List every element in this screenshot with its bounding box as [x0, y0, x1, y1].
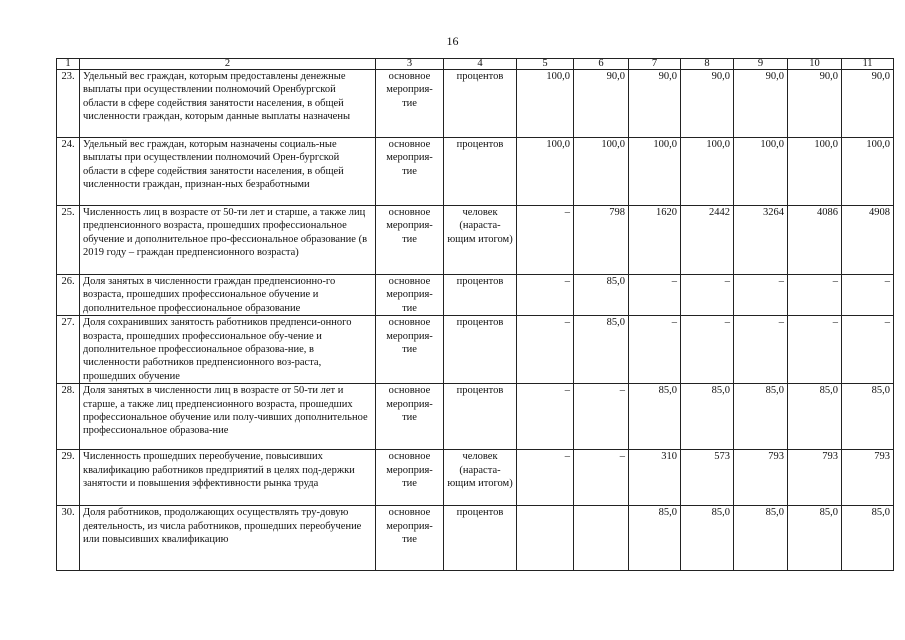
table-row [57, 450, 894, 506]
unit: процентов [444, 506, 517, 571]
value-cell: 793 [788, 450, 842, 506]
indicator-description: Удельный вес граждан, которым назначены социаль-ные выплаты при осуществлении полномочий Орен-бургской области в сфере содействия занятости населения, в общей численности граждан, признан-ных безработными [80, 138, 376, 206]
value-cell: 90,0 [574, 70, 629, 138]
value-cell: 100,0 [734, 138, 788, 206]
indicator-description: Доля работников, продолжающих осуществлять тру-довую деятельность, из числа работников, прошедших переобучение или повысивших квалификацию [80, 506, 376, 571]
value-cell: 85,0 [788, 384, 842, 450]
row-number: 30. [57, 506, 80, 571]
value-cell: 4086 [788, 206, 842, 275]
value-cell: 90,0 [681, 70, 734, 138]
value-cell: – [629, 316, 681, 384]
row-number: 28. [57, 384, 80, 450]
value-cell: – [574, 384, 629, 450]
value-cell: – [842, 275, 894, 316]
value-cell: 100,0 [629, 138, 681, 206]
unit: человек (нараста-ющим итогом) [444, 206, 517, 275]
table-header-row [57, 59, 894, 70]
table-row [57, 138, 894, 206]
column-header: 11 [842, 59, 894, 70]
column-header: 4 [444, 59, 517, 70]
column-header: 3 [376, 59, 444, 70]
value-cell: 85,0 [842, 384, 894, 450]
value-cell: 85,0 [629, 384, 681, 450]
column-header: 5 [517, 59, 574, 70]
value-cell: 85,0 [574, 275, 629, 316]
value-cell: 100,0 [517, 138, 574, 206]
indicator-description: Доля занятых в численности лиц в возрасте от 50-ти лет и старше, а также лиц предпенсионного возраста, прошедших профессиональное обучение или полу-чивших дополнительное профессиональное образова-ние [80, 384, 376, 450]
row-number: 27. [57, 316, 80, 384]
value-cell: 798 [574, 206, 629, 275]
page-number: 16 [446, 34, 459, 48]
value-cell: 85,0 [574, 316, 629, 384]
measure-type: основное мероприя-тие [376, 138, 444, 206]
column-header: 6 [574, 59, 629, 70]
indicator-description: Доля сохранивших занятость работников предпенси-онного возраста, прошедших профессиональное обу-чение и дополнительное профессиональное образова-ние, в численности работников предпенсионного воз-раста, прошедших обучение [80, 316, 376, 384]
row-number: 23. [57, 70, 80, 138]
value-cell: 573 [681, 450, 734, 506]
value-cell: 310 [629, 450, 681, 506]
column-header: 1 [57, 59, 80, 70]
column-header: 8 [681, 59, 734, 70]
value-cell: – [788, 275, 842, 316]
value-cell: 100,0 [574, 138, 629, 206]
indicator-description: Численность прошедших переобучение, повысивших квалификацию работников предприятий в целях под-держки занятости и повышения эффективности рынка труда [80, 450, 376, 506]
indicators-table [56, 58, 894, 571]
unit: процентов [444, 138, 517, 206]
value-cell: – [681, 316, 734, 384]
value-cell: 85,0 [681, 506, 734, 571]
row-number: 26. [57, 275, 80, 316]
value-cell: 100,0 [681, 138, 734, 206]
measure-type: основное мероприя-тие [376, 316, 444, 384]
value-cell: 793 [842, 450, 894, 506]
value-cell: – [734, 316, 788, 384]
table-row [57, 70, 894, 138]
row-number: 29. [57, 450, 80, 506]
row-number: 24. [57, 138, 80, 206]
value-cell: – [629, 275, 681, 316]
value-cell: 90,0 [734, 70, 788, 138]
row-number: 25. [57, 206, 80, 275]
table-row [57, 506, 894, 571]
indicator-description: Удельный вес граждан, которым предоставлены денежные выплаты при осуществлении полномочий Оренбургской области в сфере содействия занятости населения, в общей численности граждан, которым данные выплаты назначены [80, 70, 376, 138]
value-cell: 793 [734, 450, 788, 506]
value-cell: 85,0 [681, 384, 734, 450]
value-cell: 85,0 [734, 384, 788, 450]
unit: процентов [444, 384, 517, 450]
measure-type: основное мероприя-тие [376, 384, 444, 450]
column-header: 10 [788, 59, 842, 70]
measure-type: основное мероприя-тие [376, 275, 444, 316]
indicator-description: Численность лиц в возрасте от 50-ти лет и старше, а также лиц предпенсионного возраста, прошедших профессиональное обучение и дополнительное про-фессиональное образование (в 2019 году – граждан предпенсионного возраста) [80, 206, 376, 275]
value-cell: – [788, 316, 842, 384]
table-row [57, 316, 894, 384]
column-header: 7 [629, 59, 681, 70]
column-header: 2 [80, 59, 376, 70]
value-cell: – [734, 275, 788, 316]
unit: процентов [444, 275, 517, 316]
measure-type: основное мероприя-тие [376, 70, 444, 138]
value-cell: 1620 [629, 206, 681, 275]
value-cell: – [574, 450, 629, 506]
measure-type: основное мероприя-тие [376, 450, 444, 506]
table-row [57, 206, 894, 275]
value-cell: – [517, 275, 574, 316]
value-cell: 85,0 [734, 506, 788, 571]
value-cell [574, 506, 629, 571]
indicator-description: Доля занятых в численности граждан предпенсионно-го возраста, прошедших профессиональное обучение и дополнительное профессиональное образование [80, 275, 376, 316]
unit: процентов [444, 316, 517, 384]
value-cell: 85,0 [788, 506, 842, 571]
value-cell: – [517, 450, 574, 506]
measure-type: основное мероприя-тие [376, 206, 444, 275]
value-cell: 90,0 [629, 70, 681, 138]
column-header: 9 [734, 59, 788, 70]
value-cell: – [517, 206, 574, 275]
unit: человек (нараста-ющим итогом) [444, 450, 517, 506]
value-cell: – [842, 316, 894, 384]
value-cell: 85,0 [842, 506, 894, 571]
value-cell: – [517, 316, 574, 384]
value-cell: 4908 [842, 206, 894, 275]
measure-type: основное мероприя-тие [376, 506, 444, 571]
value-cell: 3264 [734, 206, 788, 275]
value-cell: – [681, 275, 734, 316]
unit: процентов [444, 70, 517, 138]
value-cell: 100,0 [517, 70, 574, 138]
value-cell [517, 506, 574, 571]
value-cell: 90,0 [788, 70, 842, 138]
value-cell: 2442 [681, 206, 734, 275]
value-cell: 90,0 [842, 70, 894, 138]
table-row [57, 384, 894, 450]
value-cell: 100,0 [842, 138, 894, 206]
value-cell: 85,0 [629, 506, 681, 571]
value-cell: – [517, 384, 574, 450]
table-row [57, 275, 894, 316]
value-cell: 100,0 [788, 138, 842, 206]
